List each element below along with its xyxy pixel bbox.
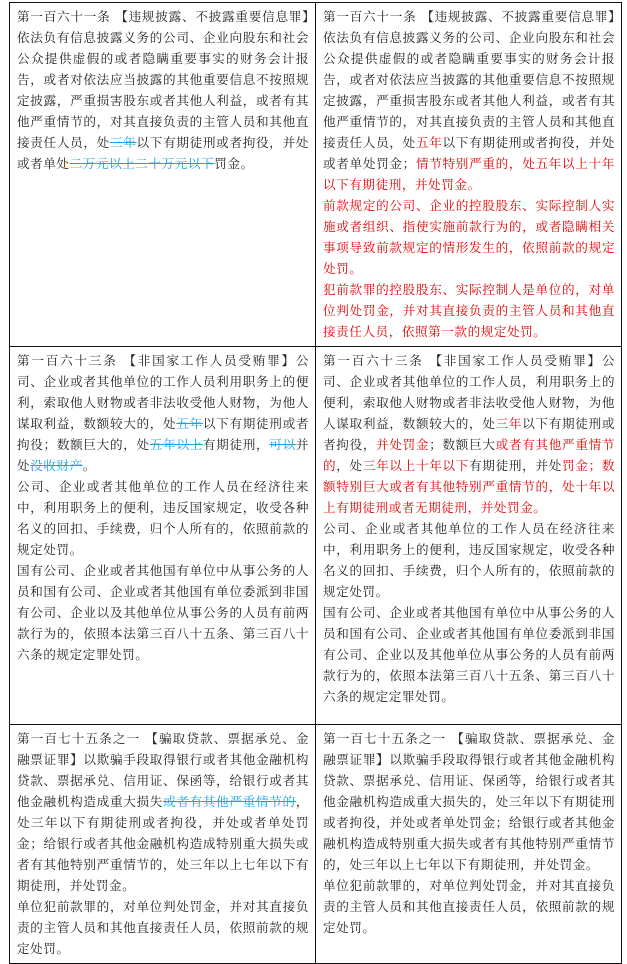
added-text: 前款规定的公司、企业的控股股东、实际控制人实施或者组织、指使实施前款行为的，或者隐瞒相关事项导致前款规定的情形发生的，依照前款的规定处罚。 [323,198,615,276]
clause-text: 第一百七十五条之一 【骗取贷款、票据承兑、金融票证罪】以欺骗手段取得银行或者其他金融机构贷款、票据承兑、信用证、保函等，给银行或者其他金融机构造成重大损失 [17,731,309,809]
clause-paragraph [323,279,615,342]
clause-text: 单位犯前款罪的，对单位判处罚金，并对其直接负责的主管人员和其他直接责任人员，依照前款的规定处罚。 [323,878,615,935]
old-text-cell [10,3,316,347]
old-text-cell [10,725,316,964]
clause-paragraph [323,875,615,938]
clause-paragraph [323,602,615,707]
clause-text: 有期徒刑， [202,437,270,452]
row-article-163 [10,347,622,725]
deleted-text: 三年 [109,135,137,150]
clause-text: 第一百六十一条 【违规披露、不披露重要信息罪】依法负有信息披露义务的公司、企业向股东和社会公众提供虚假的或者隐瞒重要事实的财务会计报告，或者对依法应当披露的其他重要信息不按照规定披露，严重损害股东或者其他人利益，或者有其他严重情节的，对其直接负责的主管人员和其他直接责任人员，处 [17,9,309,150]
clause-text: 第一百七十五条之一 【骗取贷款、票据承兑、金融票证罪】以欺骗手段取得银行或者其他金融机构贷款、票据承兑、信用证、保函等，给银行或者其他金融机构造成重大损失的，处三年以下有期徒刑或者拘役，并处或者单处罚金；给银行或者其他金融机构造成特别重大损失或者有其他特别严重情节的，处三年以上七年以下有期徒刑，并处罚金。 [323,731,615,872]
clause-paragraph [17,6,309,174]
added-text: 三年 [495,416,523,431]
clause-text: 公司、企业或者其他单位的工作人员在经济往来中，利用职务上的便利，违反国家规定，收受各种名义的回扣、手续费，归个人所有的，依照前款的规定处罚。 [323,521,615,599]
clause-text: 第一百六十三条 【非国家工作人员受贿罪】公司、企业或者其他单位的工作人员利用职务上的便利，索取他人财物或者非法收受他人财物，为他人谋取利益，数额较大的，处 [17,353,309,431]
clause-text: 单位犯前款罪的，对单位判处罚金，并对其直接负责的主管人员和其他直接责任人员，依照前款的规定处罚。 [17,899,309,956]
old-text-cell [10,347,316,725]
added-text: 并处罚金 [376,437,430,452]
added-text: 五年 [415,135,443,150]
clause-text: 以下有期徒刑或者拘役，并处或者单处罚金； [323,135,615,171]
clause-paragraph [323,350,615,518]
clause-text: 罚金。 [214,156,254,171]
clause-text: 国有公司、企业或者其他国有单位中从事公务的人员和国有公司、企业或者其他国有单位委派到非国有公司、企业以及其他单位从事公务的人员有前两款行为的，依照本法第三百八十五条、第三百八十六条的规定定罪处罚。 [323,605,615,704]
clause-text: 以下有期徒刑或者拘役， [323,416,615,452]
deleted-text: 五年 [176,416,203,431]
law-comparison-table [9,2,622,964]
clause-text: 并处 [17,437,310,473]
clause-paragraph [17,896,309,959]
clause-paragraph [323,728,615,875]
new-text-cell [316,347,622,725]
deleted-text: 可以 [269,437,296,452]
clause-text: 。 [82,458,96,473]
added-text: 三年以上十年以下 [362,458,470,473]
new-text-cell [316,725,622,964]
row-article-175-1 [10,725,622,964]
added-text: 或者有其他严重情节的 [323,437,616,473]
clause-paragraph [17,560,309,665]
row-article-161 [10,3,622,347]
added-text: 犯前款罪的控股股东、实际控制人是单位的，对单位判处罚金，并对其直接负责的主管人员和其他直接责任人员，依照第一款的规定处罚。 [323,282,615,339]
clause-text: 国有公司、企业或者其他国有单位中从事公务的人员和国有公司、企业或者其他国有单位委派到非国有公司、企业以及其他单位从事公务的人员有前两款行为的，依照本法第三百八十五条、第三百八十六条的规定定罪处罚。 [17,563,309,662]
added-text: 罚金；数额特别巨大或者有其他特别严重情节的，处十年以上有期徒刑或者无期徒刑，并处罚金。 [323,458,615,515]
deleted-text: 五年以上 [149,437,203,452]
clause-text: 以下有期徒刑或者拘役，并处或者单处 [17,135,309,171]
clause-text: ；数额巨大 [429,437,496,452]
clause-paragraph [17,350,309,476]
deleted-text: 没收财产 [30,458,83,473]
clause-text: 有期徒刑，并处 [469,458,563,473]
clause-text: ，处三年以下有期徒刑或者拘役，并处或者单处罚金；给银行或者其他金融机构造成特别重大损失或者有其他特别严重情节的，处三年以上七年以下有期徒刑，并处罚金。 [17,794,309,893]
clause-text: 第一百六十一条 【违规披露、不披露重要信息罪】依法负有信息披露义务的公司、企业向股东和社会公众提供虚假的或者隐瞒重要事实的财务会计报告，或者对依法应当披露的其他重要信息不按照规定披露，严重损害股东或者其他人利益，或者有其他严重情节的，对其直接负责的主管人员和其他直接责任人员，处 [323,9,615,150]
clause-paragraph [323,518,615,602]
added-text: 情节特别严重的，处五年以上十年以下有期徒刑，并处罚金。 [323,156,616,192]
deleted-text: 或者有其他严重情节的 [163,794,296,809]
clause-text: ，处 [336,458,363,473]
clause-paragraph [323,195,615,279]
clause-paragraph [17,476,309,560]
clause-text: 第一百六十三条 【非国家工作人员受贿罪】公司、企业或者其他单位的工作人员，利用职务上的便利，索取他人财物或者非法收受他人财物，为他人谋取利益，数额较大的，处 [323,353,615,431]
clause-text: 以下有期徒刑或者拘役；数额巨大的，处 [17,416,309,452]
deleted-text: 二万元以上二十万元以下 [69,156,215,171]
new-text-cell [316,3,622,347]
clause-paragraph [17,728,309,896]
clause-text: 公司、企业或者其他单位的工作人员在经济往来中，利用职务上的便利，违反国家规定，收受各种名义的回扣、手续费，归个人所有的，依照前款的规定处罚。 [17,479,309,557]
clause-paragraph [323,6,615,195]
